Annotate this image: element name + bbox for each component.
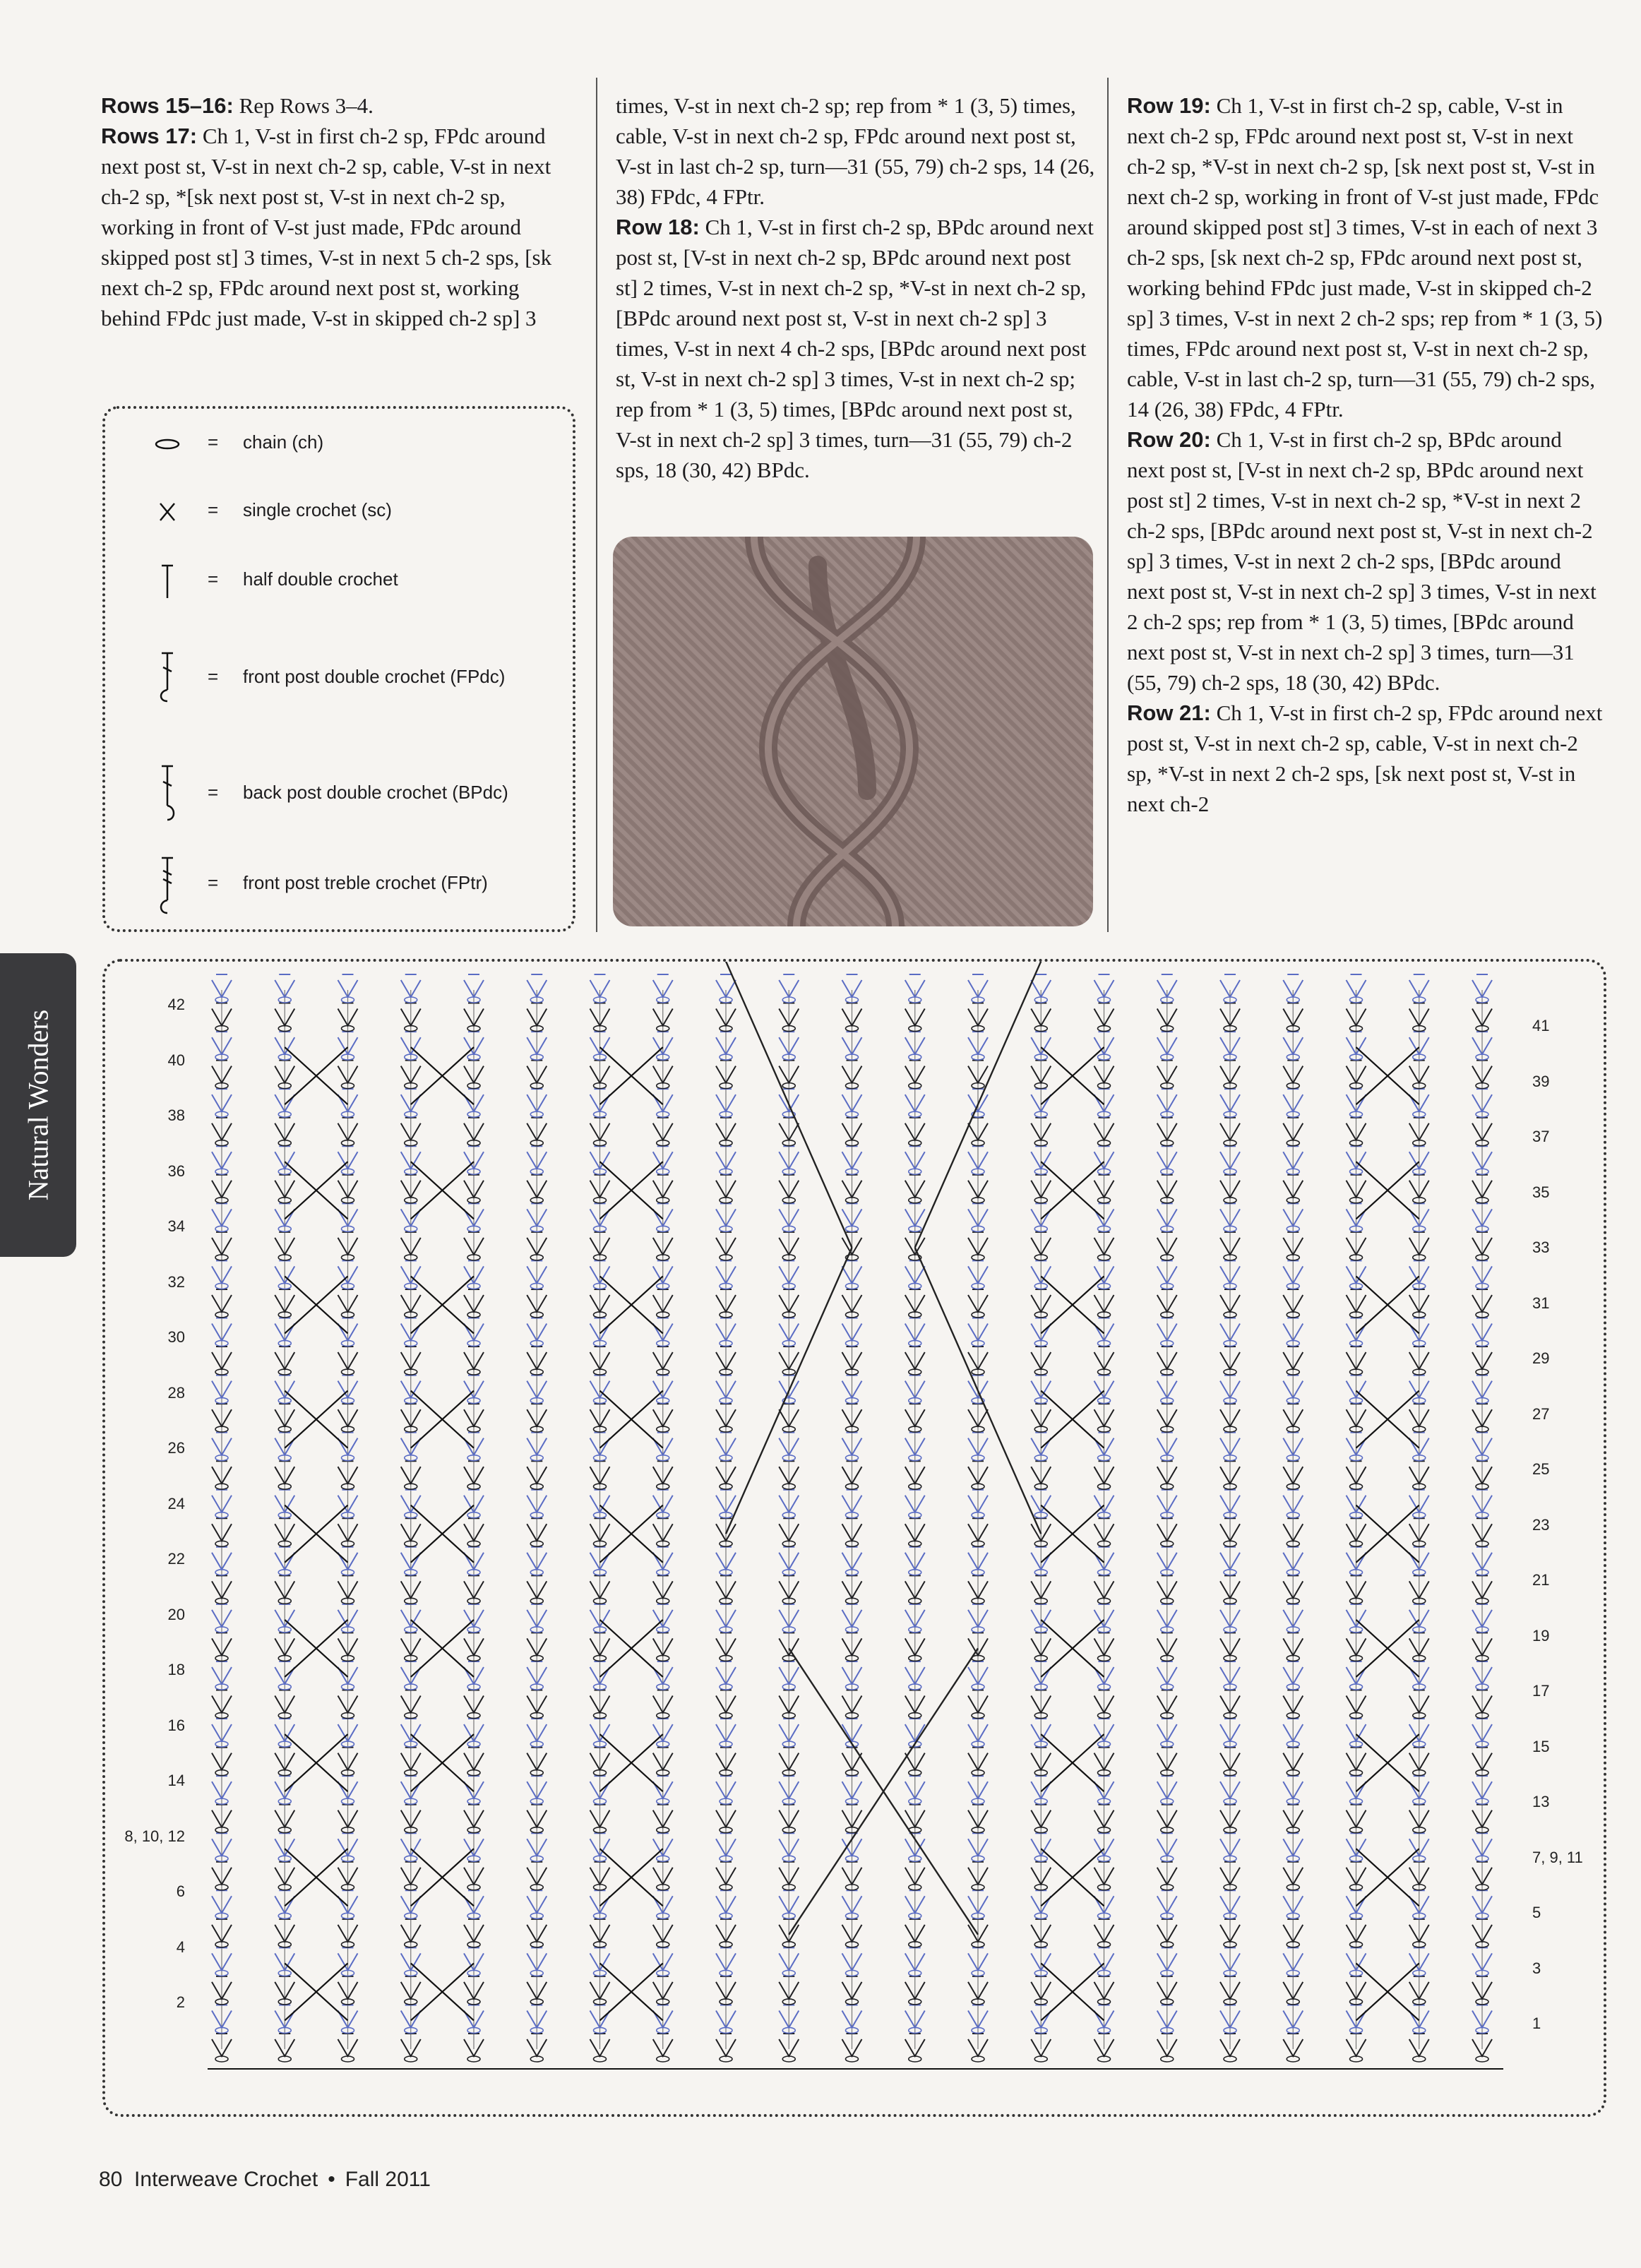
chart-row-label-left: 14 bbox=[167, 1772, 185, 1789]
page-footer bbox=[99, 2168, 431, 2192]
chart-row-label-left: 40 bbox=[167, 1051, 185, 1069]
legend-row-hdc: = half double crochet bbox=[105, 560, 573, 602]
chart-row-label-left: 32 bbox=[167, 1272, 185, 1291]
single-crochet-icon bbox=[146, 491, 189, 533]
chart-row-label-right: 19 bbox=[1532, 1626, 1550, 1645]
chart-row-label-left: 34 bbox=[167, 1217, 185, 1235]
chart-row-label-right: 21 bbox=[1532, 1571, 1550, 1589]
paragraph-row-18: Row 18: Ch 1, V-st in first ch-2 sp, BPdc around next post st, [V-st in next ch-2 sp, BPdc around next post st] 2 times, V-st in next ch-2 sp, *V-st in next ch-2 sp, [BPdc around next post st, V-st in next ch-2 sp] 3 times, V-st in next 4 ch-2 sps, [BPdc around next post st, V-st in next ch-2 sp] 3 times, V-st in next ch-2 sp; rep from * 1 (3, 5) times, [BPdc around next post st, V-st in next ch-2 sp] 3 times, turn—31 (55, 79) ch-2 sps, 18 (30, 42) BPdc. bbox=[616, 215, 1094, 482]
chart-row-label-left: 4 bbox=[176, 1938, 185, 1956]
column-divider-1 bbox=[596, 78, 597, 932]
issue-name: Fall 2011 bbox=[345, 2168, 431, 2191]
chart-row-label-left: 24 bbox=[167, 1494, 185, 1512]
chart-row-label-left: 42 bbox=[167, 996, 185, 1013]
chart-row-label-left: 26 bbox=[167, 1439, 185, 1457]
chart-row-label-right: 15 bbox=[1532, 1737, 1550, 1755]
chart-row-label-left: 20 bbox=[167, 1605, 185, 1623]
legend-row-bpdc: = back post double crochet (BPdc) bbox=[105, 762, 573, 825]
chart-row-label-left: 2 bbox=[176, 1993, 185, 2011]
chart-drawing bbox=[105, 962, 1604, 2114]
column-divider-2 bbox=[1107, 78, 1109, 932]
chart-row-label-right: 7, 9, 11 bbox=[1532, 1848, 1583, 1866]
legend-row-chain: = chain (ch) bbox=[105, 423, 573, 465]
paragraph-rows-15-16: Rows 15–16: Rep Rows 3–4. bbox=[101, 93, 374, 118]
bpdc-icon bbox=[146, 762, 189, 825]
chart-row-label-right: 5 bbox=[1532, 1904, 1541, 1921]
text-column-3 bbox=[1127, 90, 1604, 819]
chart-row-label-left: 28 bbox=[167, 1383, 185, 1402]
chart-row-label-right: 13 bbox=[1532, 1793, 1550, 1810]
chart-row-label-right: 31 bbox=[1532, 1294, 1550, 1312]
section-tab bbox=[0, 953, 76, 1257]
chart-row-label-right: 33 bbox=[1532, 1239, 1550, 1256]
chart-row-label-right: 37 bbox=[1532, 1128, 1550, 1145]
chart-row-label-right: 25 bbox=[1532, 1460, 1550, 1478]
stitch-legend bbox=[102, 406, 575, 932]
stitch-chart bbox=[102, 959, 1606, 2117]
text-column-1 bbox=[101, 90, 567, 333]
legend-row-fptr: = front post treble crochet (FPtr) bbox=[105, 854, 573, 917]
chart-row-label-left: 18 bbox=[167, 1661, 185, 1678]
paragraph-row-21: Row 21: Ch 1, V-st in first ch-2 sp, FPdc around next post st, V-st in next ch-2 sp, cable, V-st in next ch-2 sp, *V-st in next 2 ch-2 sps, [sk next post st, V-st in next ch-2 bbox=[1127, 700, 1603, 816]
chart-row-label-left: 6 bbox=[176, 1882, 185, 1900]
chart-row-label-right: 35 bbox=[1532, 1183, 1550, 1201]
magazine-name: Interweave Crochet bbox=[134, 2168, 318, 2191]
chart-row-label-right: 39 bbox=[1532, 1072, 1550, 1090]
chart-row-label-left: 22 bbox=[167, 1550, 185, 1568]
chart-row-label-right: 27 bbox=[1532, 1404, 1550, 1423]
chart-row-label-left: 38 bbox=[167, 1106, 185, 1124]
chart-row-label-left: 36 bbox=[167, 1162, 185, 1180]
chart-row-label-right: 1 bbox=[1532, 2015, 1541, 2032]
footer-bullet: • bbox=[328, 2168, 335, 2191]
chain-icon bbox=[146, 423, 189, 465]
chart-row-label-right: 41 bbox=[1532, 1017, 1550, 1034]
paragraph-row-19: Row 19: Ch 1, V-st in first ch-2 sp, cable, V-st in next ch-2 sp, FPdc around next post st, V-st in next ch-2 sp, *V-st in next ch-2 sp, [sk next post st, V-st in next ch-2 sp, working in front of V-st just made, FPdc around skipped post st] 3 times, V-st in each of next 3 ch-2 sps, [sk next ch-2 sp, FPdc around next post st, working behind FPdc just made, V-st in skipped ch-2 sp] 3 times, V-st in next 2 ch-2 sps; rep from * 1 (3, 5) times, FPdc around next post st, V-st in next ch-2 sp, cable, V-st in last ch-2 sp, turn—31 (55, 79) ch-2 sps, 14 (26, 38) FPdc, 4 FPtr. bbox=[1127, 93, 1603, 422]
legend-row-sc: = single crochet (sc) bbox=[105, 491, 573, 533]
cable-swatch-photo bbox=[613, 537, 1093, 926]
paragraph-row-20: Row 20: Ch 1, V-st in first ch-2 sp, BPdc around next post st, [V-st in next ch-2 sp, BPdc around next post st] 2 times, V-st in next ch-2 sp, *V-st in next 2 ch-2 sps, [BPdc around next post st, V-st in next ch-2 sp] 3 times, V-st in next 2 ch-2 sps, [BPdc around next post st, V-st in next ch-2 sp] 3 times, V-st in next 2 ch-2 sps; rep from * 1 (3, 5) times, [BPdc around next post st, V-st in next ch-2 sp] 3 times, turn—31 (55, 79) ch-2 sps, 18 (30, 42) BPdc. bbox=[1127, 427, 1597, 695]
fpdc-icon bbox=[146, 649, 189, 705]
section-tab-label: Natural Wonders bbox=[22, 1009, 54, 1201]
chart-row-label-right: 23 bbox=[1532, 1515, 1550, 1534]
paragraph-row-17: Rows 17: Ch 1, V-st in first ch-2 sp, FPdc around next post st, V-st in next ch-2 sp, cable, V-st in next ch-2 sp, *[sk next post st, V-st in next ch-2 sp, working in front of V-st just made, FPdc around skipped post st] 3 times, V-st in next 5 ch-2 sps, [sk next ch-2 sp, FPdc around next post st, working behind FPdc just made, V-st in skipped ch-2 sp] 3 bbox=[101, 124, 552, 330]
page-number: 80 bbox=[99, 2168, 123, 2191]
fptr-icon bbox=[146, 854, 189, 917]
legend-row-fpdc: = front post double crochet (FPdc) bbox=[105, 649, 573, 705]
cable-swatch-image bbox=[613, 537, 1093, 926]
half-double-crochet-icon bbox=[146, 560, 189, 602]
chart-row-label-left: 16 bbox=[167, 1716, 185, 1734]
text-column-2 bbox=[616, 90, 1096, 485]
chart-row-label-right: 17 bbox=[1532, 1682, 1550, 1700]
chart-row-label-left: 30 bbox=[167, 1328, 185, 1346]
paragraph-row-17-cont: times, V-st in next ch-2 sp; rep from * 1 (3, 5) times, cable, V-st in next ch-2 sp, FPdc around next post st, V-st in last ch-2 sp, turn—31 (55, 79) ch-2 sps, 14 (26, 38) FPdc, 4 FPtr. bbox=[616, 93, 1095, 209]
chart-row-label-left: 8, 10, 12 bbox=[124, 1827, 185, 1845]
chart-row-label-right: 3 bbox=[1532, 1959, 1541, 1977]
chart-row-label-right: 29 bbox=[1532, 1349, 1550, 1367]
